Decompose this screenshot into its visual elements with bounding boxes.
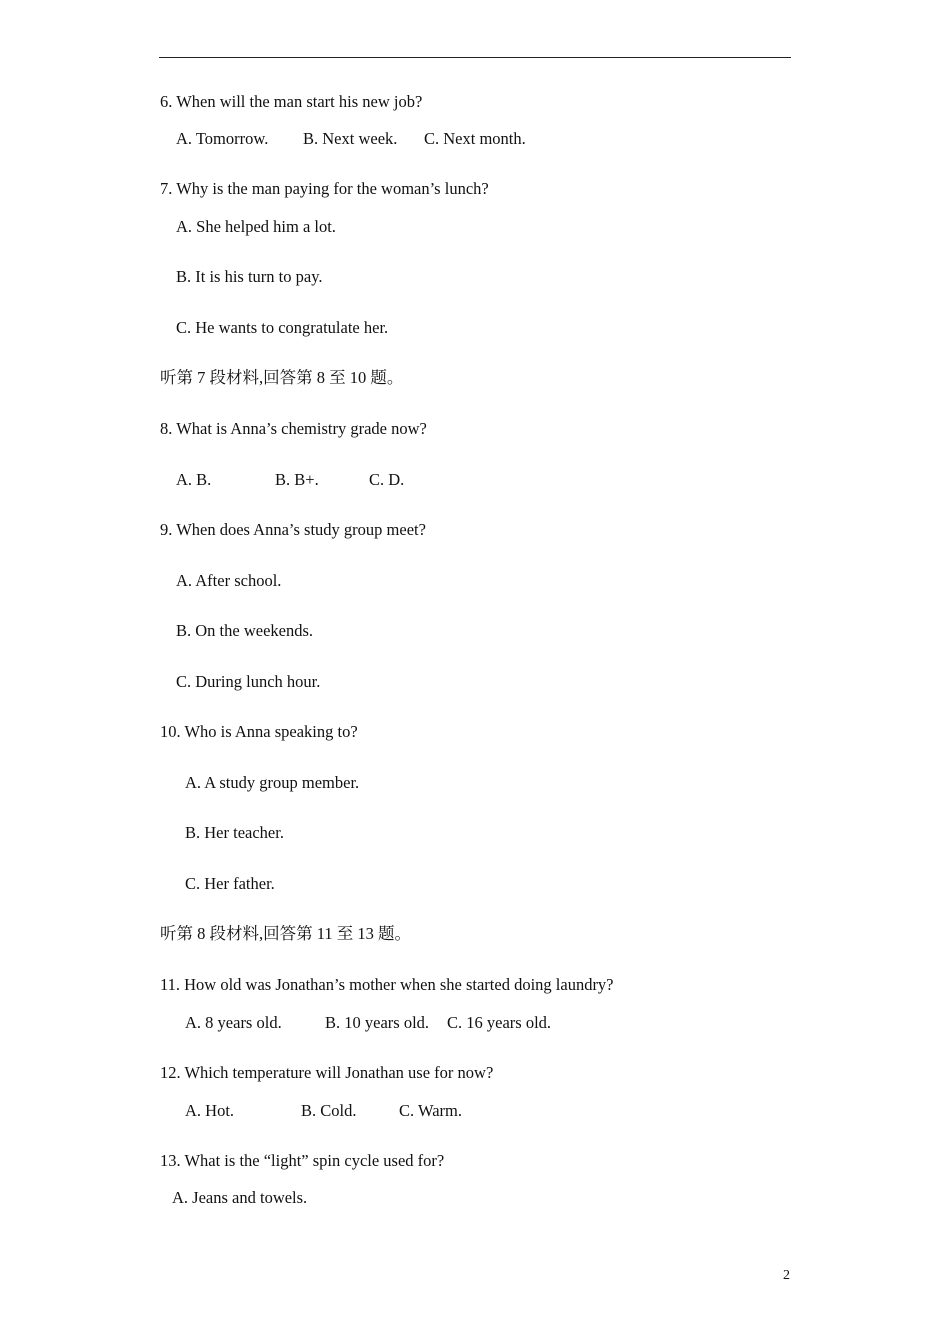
q7-option-c: C. He wants to congratulate her. (176, 318, 389, 337)
question-9: 9. When does Anna’s study group meet? (160, 520, 426, 539)
question-7: 7. Why is the man paying for the woman’s lunch? (160, 179, 489, 198)
q9-option-b: B. On the weekends. (176, 621, 314, 640)
q7-option-a: A. She helped him a lot. (176, 217, 336, 236)
q8-option-b: B. B+. (275, 470, 319, 489)
q10-option-b: B. Her teacher. (185, 823, 284, 842)
q6-option-c: C. Next month. (424, 129, 526, 148)
q11-option-a: A. 8 years old. (185, 1013, 282, 1032)
q9-option-c: C. During lunch hour. (176, 672, 321, 691)
q13-option-a: A. Jeans and towels. (172, 1188, 308, 1207)
question-10: 10. Who is Anna speaking to? (160, 722, 358, 741)
q8-option-a: A. B. (176, 470, 212, 489)
q12-option-a: A. Hot. (185, 1101, 235, 1120)
q12-option-b: B. Cold. (301, 1101, 357, 1120)
q10-option-c: C. Her father. (185, 874, 275, 893)
q7-option-b: B. It is his turn to pay. (176, 267, 323, 286)
question-13: 13. What is the “light” spin cycle used for? (160, 1151, 445, 1170)
q9-option-a: A. After school. (176, 571, 282, 590)
q10-option-a: A. A study group member. (185, 773, 360, 792)
q6-option-b: B. Next week. (303, 129, 398, 148)
header-rule (159, 57, 791, 58)
q6-option-a: A. Tomorrow. (176, 129, 269, 148)
question-6: 6. When will the man start his new job? (160, 92, 423, 111)
q12-option-c: C. Warm. (399, 1101, 462, 1120)
section-8-instruction: 听第 8 段材料,回答第 11 至 13 题。 (160, 924, 412, 943)
question-11: 11. How old was Jonathan’s mother when she started doing laundry? (160, 975, 614, 994)
question-12: 12. Which temperature will Jonathan use for now? (160, 1063, 494, 1082)
question-8: 8. What is Anna’s chemistry grade now? (160, 419, 427, 438)
section-7-instruction: 听第 7 段材料,回答第 8 至 10 题。 (160, 368, 404, 387)
page-number: 2 (783, 1268, 790, 1283)
q11-option-c: C. 16 years old. (447, 1013, 552, 1032)
q8-option-c: C. D. (369, 470, 405, 489)
q11-option-b: B. 10 years old. (325, 1013, 430, 1032)
